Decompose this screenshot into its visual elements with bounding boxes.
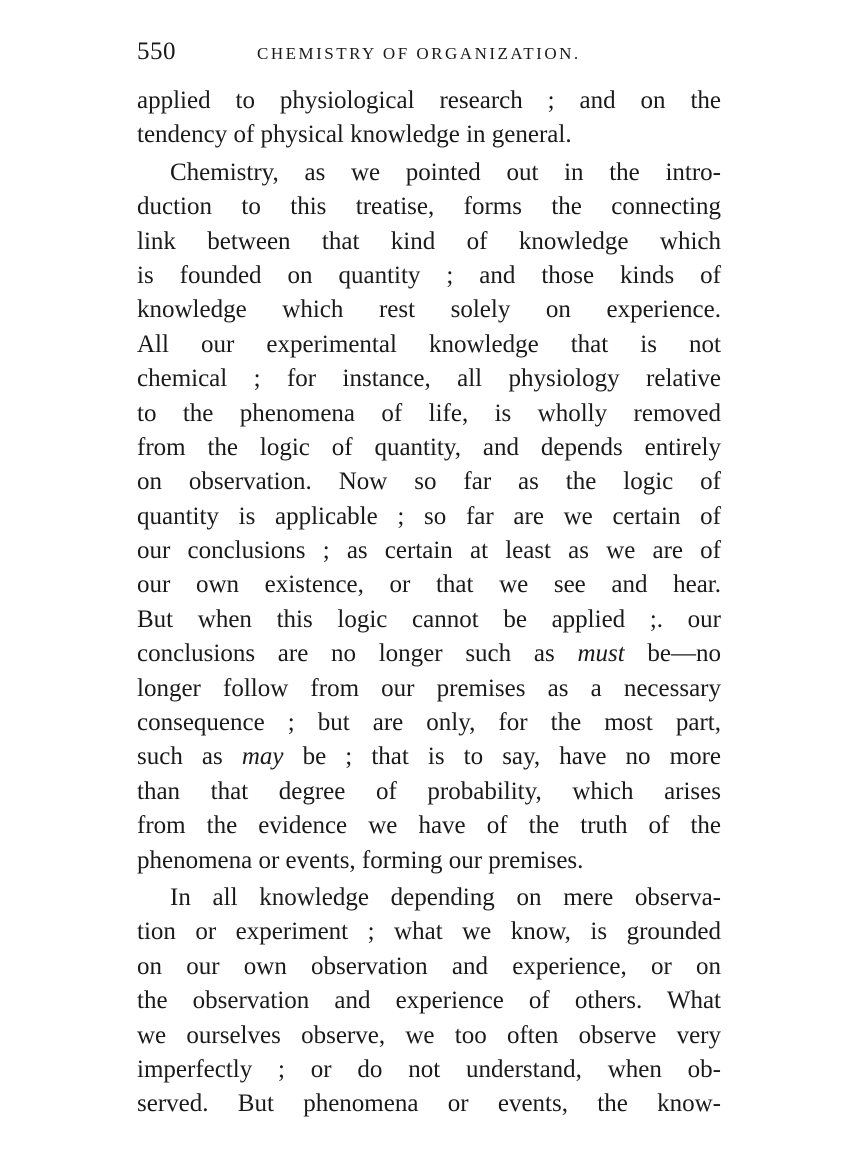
text-line: phenomena or events, forming our premises. (137, 846, 584, 874)
text-line: our own existence, or that we see and hear. (137, 571, 721, 599)
text-line: duction to this treatise, forms the connecting (137, 193, 721, 221)
text-line: the observation and experience of others. What (137, 987, 721, 1015)
text-line: we ourselves observe, we too often observe very (137, 1021, 721, 1049)
text-line: tion or experiment ; what we know, is grounded (137, 918, 721, 946)
text-line: is founded on quantity ; and those kinds of (137, 261, 721, 289)
text-line: from the logic of quantity, and depends entirely (137, 433, 721, 461)
body-text (137, 84, 721, 1122)
text-line: chemical ; for instance, all physiology relative (137, 365, 721, 393)
paragraph-1 (137, 84, 721, 153)
text-line: quantity is applicable ; so far are we certain of (137, 502, 721, 530)
text-line: our conclusions ; as certain at least as we are of (137, 537, 721, 565)
text-fragment: such as (137, 743, 242, 771)
text-line: than that degree of probability, which arises (137, 777, 721, 805)
text-line (137, 637, 721, 671)
page-number: 550 (137, 38, 176, 65)
page-header (137, 38, 727, 70)
text-line: on our own observation and experience, or on (137, 952, 721, 980)
text-line: But when this logic cannot be applied ;. our (137, 605, 721, 633)
text-line: longer follow from our premises as a necessary (137, 674, 721, 702)
paragraph-2 (137, 156, 721, 878)
text-line: to the phenomena of life, is wholly removed (137, 399, 721, 427)
text-line: tendency of physical knowledge in general. (137, 121, 572, 149)
text-line: All our experimental knowledge that is not (137, 330, 721, 358)
text-line: on observation. Now so far as the logic of (137, 468, 721, 496)
italic-word: must (577, 640, 625, 668)
text-line: consequence ; but are only, for the most part, (137, 709, 721, 737)
text-line: from the evidence we have of the truth of the (137, 812, 721, 840)
text-line: imperfectly ; or do not understand, when ob- (137, 1055, 721, 1083)
running-title: CHEMISTRY OF ORGANIZATION. (257, 44, 581, 63)
text-line: link between that kind of knowledge which (137, 227, 721, 255)
text-fragment: be—no (624, 640, 721, 668)
text-line: knowledge which rest solely on experience. (137, 296, 721, 324)
paragraph-3 (137, 881, 721, 1122)
text-line: In all knowledge depending on mere observa- (170, 883, 721, 911)
text-fragment: conclusions are no longer such as (137, 640, 578, 668)
text-line: Chemistry, as we pointed out in the intro- (170, 158, 721, 186)
text-fragment: be ; that is to say, have no more (283, 743, 721, 771)
text-line: served. But phenomena or events, the know- (137, 1090, 721, 1118)
italic-word: may (241, 743, 284, 771)
text-line: applied to physiological research ; and on the (137, 87, 721, 114)
text-line (137, 740, 721, 774)
